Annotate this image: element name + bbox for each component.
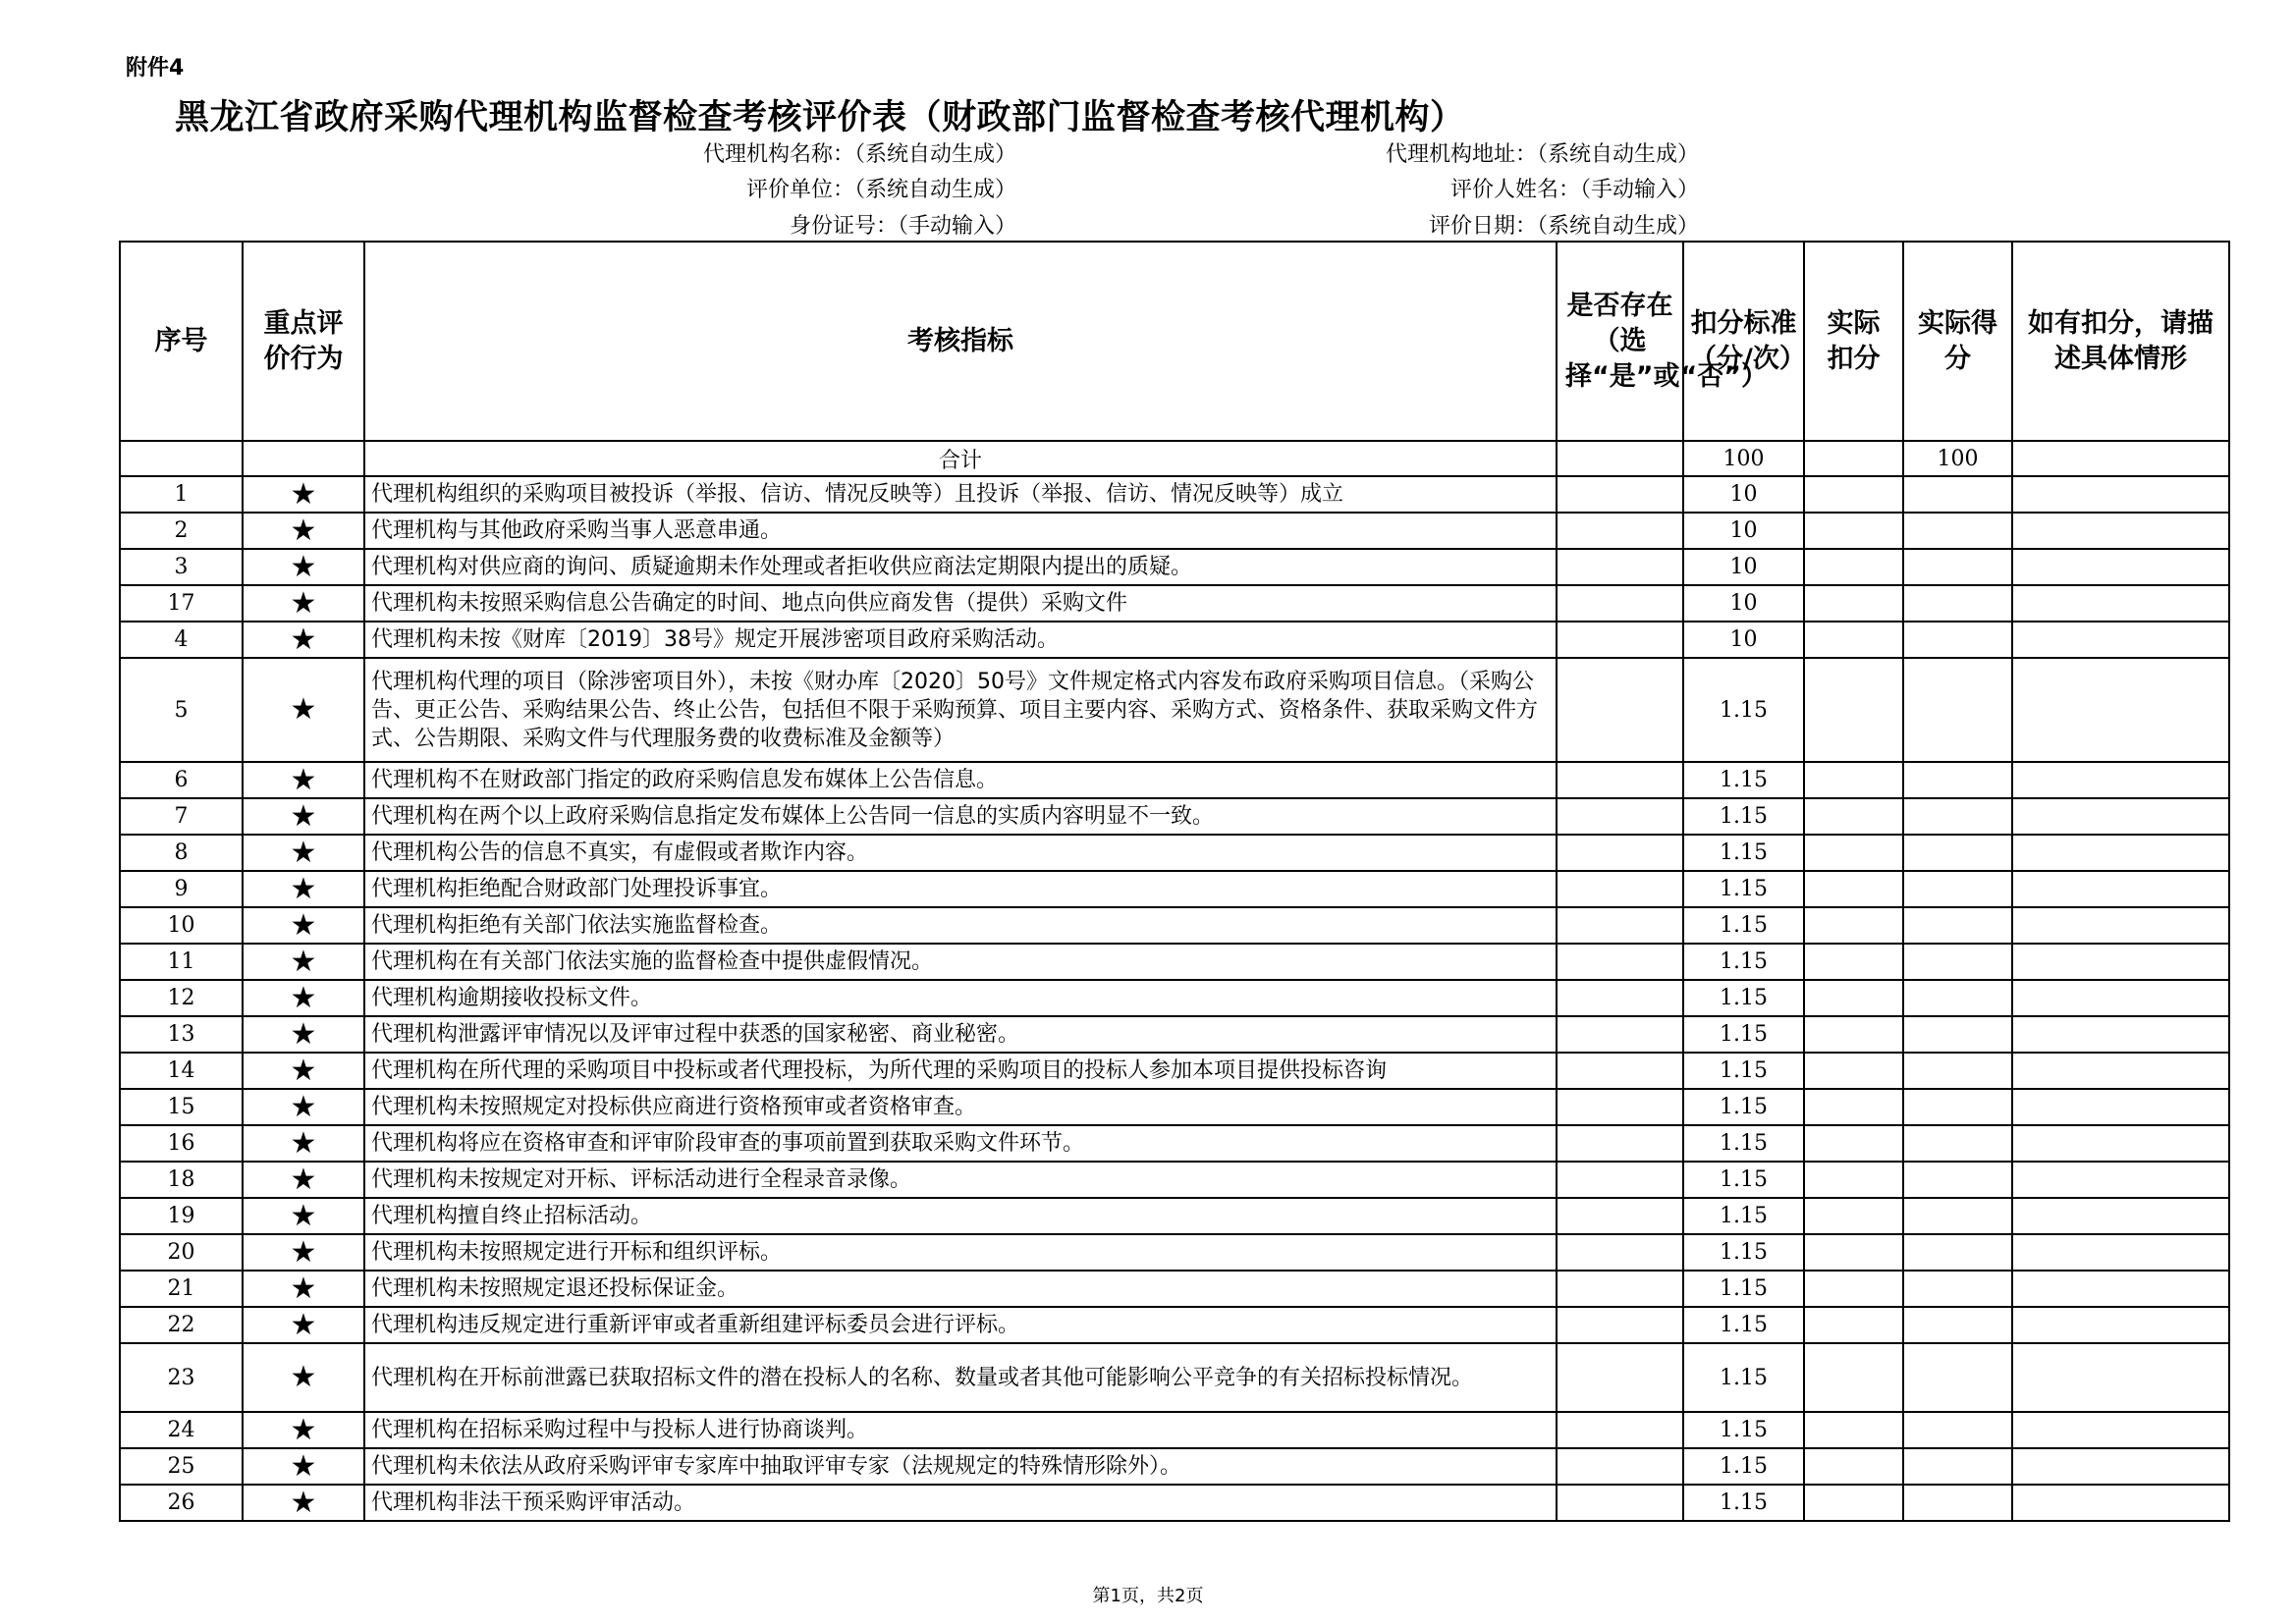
row-indicator [364, 944, 1557, 980]
row-indicator [364, 1412, 1557, 1448]
row-indicator-text: 代理机构逾期接收投标文件。 [371, 986, 653, 1010]
row-actual-deduct-input[interactable] [1804, 835, 1903, 871]
row-actual-deduct-input[interactable] [1804, 1485, 1903, 1521]
row-indicator [364, 1234, 1557, 1271]
header-row [120, 242, 2229, 441]
table-row [120, 762, 2229, 798]
row-exists-select[interactable] [1557, 1343, 1683, 1412]
row-actual-score-input[interactable] [1903, 1412, 2012, 1448]
row-actual-score-input[interactable] [1903, 1016, 2012, 1053]
table-row [120, 1162, 2229, 1198]
row-description-input[interactable] [2012, 944, 2229, 980]
row-seq: 16 [120, 1125, 243, 1162]
table-row [120, 1412, 2229, 1448]
star-icon: ★ [243, 871, 364, 907]
row-indicator [364, 1198, 1557, 1234]
row-indicator-text: 代理机构在开标前泄露已获取招标文件的潜在投标人的名称、数量或者其他可能影响公平竞争的有关招标投标情况。 [371, 1365, 1474, 1390]
star-icon: ★ [243, 944, 364, 980]
row-seq: 14 [120, 1053, 243, 1089]
row-deduct-std: 1.15 [1683, 658, 1804, 762]
row-seq: 17 [120, 585, 243, 622]
table-row [120, 1125, 2229, 1162]
star-icon: ★ [243, 658, 364, 762]
row-deduct-std: 1.15 [1683, 1412, 1804, 1448]
row-description-input[interactable] [2012, 1053, 2229, 1089]
evaluator-name-field[interactable]: 评价人姓名：（手动输入） [1449, 178, 1699, 202]
row-seq: 3 [120, 549, 243, 585]
table-row [120, 476, 2229, 513]
row-indicator [364, 1448, 1557, 1485]
row-deduct-std: 1.15 [1683, 871, 1804, 907]
row-description-input[interactable] [2012, 1271, 2229, 1307]
row-indicator [364, 1271, 1557, 1307]
row-exists-select[interactable] [1557, 1089, 1683, 1125]
total-row [120, 441, 2229, 476]
table-row [120, 1271, 2229, 1307]
star-icon: ★ [243, 980, 364, 1016]
row-description-input[interactable] [2012, 1412, 2229, 1448]
row-exists-select[interactable] [1557, 1271, 1683, 1307]
star-icon: ★ [243, 1234, 364, 1271]
row-indicator-text: 代理机构组织的采购项目被投诉（举报、信访、情况反映等）且投诉（举报、信访、情况反映等）成立 [371, 482, 1344, 507]
agency-name-field: 代理机构名称：（系统自动生成） [702, 142, 1016, 167]
row-exists-select[interactable] [1557, 1307, 1683, 1343]
row-description-input[interactable] [2012, 762, 2229, 798]
star-icon: ★ [243, 907, 364, 944]
page-title: 黑龙江省政府采购代理机构监督检查考核评价表（财政部门监督检查考核代理机构） [175, 98, 1465, 137]
row-description-input[interactable] [2012, 980, 2229, 1016]
row-seq: 6 [120, 762, 243, 798]
row-seq: 15 [120, 1089, 243, 1125]
row-description-input[interactable] [2012, 658, 2229, 762]
row-exists-select[interactable] [1557, 798, 1683, 835]
row-description-input[interactable] [2012, 476, 2229, 513]
row-description-input[interactable] [2012, 1448, 2229, 1485]
row-indicator [364, 476, 1557, 513]
row-deduct-std: 1.15 [1683, 835, 1804, 871]
row-indicator-text: 代理机构将应在资格审查和评审阶段审查的事项前置到获取采购文件环节。 [371, 1131, 1085, 1156]
row-description-input[interactable] [2012, 1234, 2229, 1271]
agency-address-field: 代理机构地址：（系统自动生成） [1385, 142, 1699, 167]
row-description-input[interactable] [2012, 798, 2229, 835]
row-deduct-std: 1.15 [1683, 907, 1804, 944]
star-icon: ★ [243, 513, 364, 549]
table-row [120, 658, 2229, 762]
row-actual-score-input[interactable] [1903, 798, 2012, 835]
row-deduct-std: 1.15 [1683, 1271, 1804, 1307]
row-indicator-text: 代理机构拒绝配合财政部门处理投诉事宜。 [371, 877, 783, 901]
row-actual-score-input[interactable] [1903, 1162, 2012, 1198]
row-indicator-text: 代理机构非法干预采购评审活动。 [371, 1490, 696, 1515]
row-actual-score-input[interactable] [1903, 549, 2012, 585]
row-actual-score-input[interactable] [1903, 1485, 2012, 1521]
table-row [120, 1089, 2229, 1125]
row-indicator-text: 代理机构违反规定进行重新评审或者重新组建评标委员会进行评标。 [371, 1313, 1020, 1337]
row-indicator [364, 622, 1557, 658]
row-indicator-text: 代理机构在所代理的采购项目中投标或者代理投标，为所代理的采购项目的投标人参加本项目提供投标咨询 [371, 1058, 1388, 1083]
row-exists-select[interactable] [1557, 1053, 1683, 1089]
row-actual-deduct-input[interactable] [1804, 476, 1903, 513]
row-seq: 1 [120, 476, 243, 513]
row-actual-deduct-input[interactable] [1804, 980, 1903, 1016]
table-row [120, 1448, 2229, 1485]
row-exists-select[interactable] [1557, 1125, 1683, 1162]
table-row [120, 798, 2229, 835]
row-actual-score-input[interactable] [1903, 1198, 2012, 1234]
row-indicator [364, 1089, 1557, 1125]
row-actual-score-input[interactable] [1903, 835, 2012, 871]
row-indicator [364, 585, 1557, 622]
row-actual-deduct-input[interactable] [1804, 907, 1903, 944]
row-exists-select[interactable] [1557, 835, 1683, 871]
row-description-input[interactable] [2012, 907, 2229, 944]
row-indicator-text: 代理机构未按照规定退还投标保证金。 [371, 1276, 739, 1301]
row-exists-select[interactable] [1557, 1412, 1683, 1448]
row-actual-deduct-input[interactable] [1804, 585, 1903, 622]
header-actual-score: 实际得分 [1903, 242, 2012, 441]
row-indicator-text: 代理机构公告的信息不真实，有虚假或者欺诈内容。 [371, 840, 869, 865]
row-deduct-std: 1.15 [1683, 1307, 1804, 1343]
row-description-input[interactable] [2012, 585, 2229, 622]
row-actual-deduct-input[interactable] [1804, 1162, 1903, 1198]
table-row [120, 622, 2229, 658]
table-row [120, 1307, 2229, 1343]
row-indicator-text: 代理机构对供应商的询问、质疑逾期未作处理或者拒收供应商法定期限内提出的质疑。 [371, 555, 1193, 579]
table-row [120, 549, 2229, 585]
row-indicator-text: 代理机构擅自终止招标活动。 [371, 1204, 653, 1228]
row-actual-deduct-input[interactable] [1804, 1053, 1903, 1089]
row-seq: 9 [120, 871, 243, 907]
row-deduct-std: 10 [1683, 585, 1804, 622]
table-row [120, 871, 2229, 907]
row-exists-select[interactable] [1557, 585, 1683, 622]
row-exists-select[interactable] [1557, 622, 1683, 658]
row-indicator-text: 代理机构在有关部门依法实施的监督检查中提供虚假情况。 [371, 949, 934, 974]
row-actual-deduct-input[interactable] [1804, 871, 1903, 907]
row-description-input[interactable] [2012, 1485, 2229, 1521]
row-exists-select[interactable] [1557, 980, 1683, 1016]
row-description-input[interactable] [2012, 871, 2229, 907]
row-indicator [364, 871, 1557, 907]
star-icon: ★ [243, 1271, 364, 1307]
row-actual-score-input[interactable] [1903, 622, 2012, 658]
row-exists-select[interactable] [1557, 907, 1683, 944]
evaluator-unit-field: 评价单位：（系统自动生成） [745, 178, 1016, 202]
table-row [120, 944, 2229, 980]
row-exists-select[interactable] [1557, 1162, 1683, 1198]
row-actual-deduct-input[interactable] [1804, 1125, 1903, 1162]
row-actual-deduct-input[interactable] [1804, 1343, 1903, 1412]
table-row [120, 1198, 2229, 1234]
row-description-input[interactable] [2012, 513, 2229, 549]
row-exists-select[interactable] [1557, 513, 1683, 549]
row-description-input[interactable] [2012, 1198, 2229, 1234]
row-actual-score-input[interactable] [1903, 944, 2012, 980]
row-indicator-text: 代理机构未按《财库〔2019〕38号》规定开展涉密项目政府采购活动。 [371, 627, 1059, 652]
row-description-input[interactable] [2012, 835, 2229, 871]
row-seq: 13 [120, 1016, 243, 1053]
row-actual-score-input[interactable] [1903, 476, 2012, 513]
row-actual-deduct-input[interactable] [1804, 944, 1903, 980]
row-indicator [364, 907, 1557, 944]
row-indicator [364, 980, 1557, 1016]
row-indicator [364, 1016, 1557, 1053]
row-seq: 22 [120, 1307, 243, 1343]
row-deduct-std: 10 [1683, 549, 1804, 585]
row-actual-score-input[interactable] [1903, 1089, 2012, 1125]
total-actual-deduct [1804, 441, 1903, 476]
header-exists: 是否存在（选择“是”或“否”） [1557, 242, 1683, 441]
row-actual-deduct-input[interactable] [1804, 1016, 1903, 1053]
row-actual-deduct-input[interactable] [1804, 1198, 1903, 1234]
table-row [120, 907, 2229, 944]
row-indicator [364, 513, 1557, 549]
row-indicator [364, 549, 1557, 585]
row-deduct-std: 1.15 [1683, 1198, 1804, 1234]
row-exists-select[interactable] [1557, 762, 1683, 798]
table-row [120, 1485, 2229, 1521]
row-indicator-text: 代理机构拒绝有关部门依法实施监督检查。 [371, 913, 783, 938]
row-exists-select[interactable] [1557, 871, 1683, 907]
header-deduct-std: 扣分标准（分/次） [1683, 242, 1804, 441]
row-indicator [364, 762, 1557, 798]
row-seq: 11 [120, 944, 243, 980]
row-indicator-text: 代理机构未按规定对开标、评标活动进行全程录音录像。 [371, 1167, 912, 1192]
row-description-input[interactable] [2012, 1125, 2229, 1162]
row-indicator [364, 1053, 1557, 1089]
row-indicator-text: 代理机构不在财政部门指定的政府采购信息发布媒体上公告信息。 [371, 768, 999, 792]
header-key-behavior: 重点评价行为 [243, 242, 364, 441]
row-deduct-std: 1.15 [1683, 944, 1804, 980]
row-description-input[interactable] [2012, 1016, 2229, 1053]
table-row [120, 585, 2229, 622]
row-actual-score-input[interactable] [1903, 1307, 2012, 1343]
row-seq: 23 [120, 1343, 243, 1412]
row-indicator [364, 1485, 1557, 1521]
table-row [120, 980, 2229, 1016]
star-icon: ★ [243, 622, 364, 658]
row-actual-deduct-input[interactable] [1804, 1089, 1903, 1125]
row-actual-score-input[interactable] [1903, 1271, 2012, 1307]
table-row [120, 1016, 2229, 1053]
row-deduct-std: 1.15 [1683, 1053, 1804, 1089]
row-seq: 7 [120, 798, 243, 835]
star-icon: ★ [243, 585, 364, 622]
header-indicator: 考核指标 [364, 242, 1557, 441]
table-row [120, 513, 2229, 549]
row-actual-deduct-input[interactable] [1804, 1412, 1903, 1448]
row-actual-score-input[interactable] [1903, 1343, 2012, 1412]
row-description-input[interactable] [2012, 1343, 2229, 1412]
row-description-input[interactable] [2012, 1307, 2229, 1343]
row-actual-score-input[interactable] [1903, 871, 2012, 907]
star-icon: ★ [243, 1198, 364, 1234]
row-description-input[interactable] [2012, 1162, 2229, 1198]
table-row [120, 835, 2229, 871]
row-deduct-std: 10 [1683, 513, 1804, 549]
row-indicator-text: 代理机构未按照规定对投标供应商进行资格预审或者资格审查。 [371, 1095, 977, 1119]
row-exists-select[interactable] [1557, 1198, 1683, 1234]
total-deduct-std: 100 [1683, 441, 1804, 476]
row-description-input[interactable] [2012, 549, 2229, 585]
row-seq: 12 [120, 980, 243, 1016]
row-seq: 20 [120, 1234, 243, 1271]
row-seq: 26 [120, 1485, 243, 1521]
row-seq: 4 [120, 622, 243, 658]
row-actual-deduct-input[interactable] [1804, 513, 1903, 549]
row-actual-deduct-input[interactable] [1804, 1234, 1903, 1271]
row-actual-score-input[interactable] [1903, 1125, 2012, 1162]
table-row [120, 1053, 2229, 1089]
attachment-label: 附件4 [126, 56, 185, 81]
row-actual-deduct-input[interactable] [1804, 762, 1903, 798]
row-actual-deduct-input[interactable] [1804, 1271, 1903, 1307]
row-deduct-std: 1.15 [1683, 762, 1804, 798]
star-icon: ★ [243, 1307, 364, 1343]
star-icon: ★ [243, 1125, 364, 1162]
star-icon: ★ [243, 476, 364, 513]
row-actual-score-input[interactable] [1903, 1448, 2012, 1485]
row-indicator-text: 代理机构未依法从政府采购评审专家库中抽取评审专家（法规规定的特殊情形除外）。 [371, 1454, 1182, 1479]
star-icon: ★ [243, 1016, 364, 1053]
row-seq: 25 [120, 1448, 243, 1485]
row-deduct-std: 1.15 [1683, 1125, 1804, 1162]
row-indicator-text: 代理机构与其他政府采购当事人恶意串通。 [371, 518, 783, 543]
row-deduct-std: 10 [1683, 476, 1804, 513]
total-seq-cell [120, 441, 243, 476]
row-indicator-text: 代理机构未按照规定进行开标和组织评标。 [371, 1240, 783, 1265]
row-seq: 10 [120, 907, 243, 944]
total-exists-cell [1557, 441, 1683, 476]
row-seq: 8 [120, 835, 243, 871]
table-row [120, 1343, 2229, 1412]
eval-date-field: 评价日期：（系统自动生成） [1428, 214, 1699, 239]
row-deduct-std: 1.15 [1683, 1448, 1804, 1485]
row-deduct-std: 1.15 [1683, 1162, 1804, 1198]
row-deduct-std: 1.15 [1683, 980, 1804, 1016]
star-icon: ★ [243, 1162, 364, 1198]
row-deduct-std: 1.15 [1683, 1485, 1804, 1521]
row-indicator [364, 1125, 1557, 1162]
row-actual-score-input[interactable] [1903, 585, 2012, 622]
row-indicator [364, 798, 1557, 835]
total-description [2012, 441, 2229, 476]
row-seq: 24 [120, 1412, 243, 1448]
row-actual-score-input[interactable] [1903, 980, 2012, 1016]
evaluation-table [119, 241, 2230, 1522]
row-actual-score-input[interactable] [1903, 907, 2012, 944]
star-icon: ★ [243, 1448, 364, 1485]
row-exists-select[interactable] [1557, 658, 1683, 762]
row-indicator-text: 代理机构泄露评审情况以及评审过程中获悉的国家秘密、商业秘密。 [371, 1022, 1020, 1047]
row-indicator [364, 658, 1557, 762]
star-icon: ★ [243, 1343, 364, 1412]
total-actual-score: 100 [1903, 441, 2012, 476]
row-actual-deduct-input[interactable] [1804, 658, 1903, 762]
row-deduct-std: 1.15 [1683, 798, 1804, 835]
star-icon: ★ [243, 1053, 364, 1089]
star-icon: ★ [243, 1485, 364, 1521]
row-exists-select[interactable] [1557, 1234, 1683, 1271]
table-row [120, 1234, 2229, 1271]
row-exists-select[interactable] [1557, 944, 1683, 980]
row-description-input[interactable] [2012, 622, 2229, 658]
row-deduct-std: 1.15 [1683, 1016, 1804, 1053]
row-deduct-std: 10 [1683, 622, 1804, 658]
star-icon: ★ [243, 798, 364, 835]
row-indicator-text: 代理机构代理的项目（除涉密项目外），未按《财办库〔2020〕50号》文件规定格式内容发布政府采购项目信息。（采购公告、更正公告、采购结果公告、终止公告，包括但不限于采购预算、项目主要内容、采购方式、资格条件、获取采购文件方式、公告期限、采购文件与代理服务费的收费标准及金额等） [371, 669, 1539, 751]
row-seq: 19 [120, 1198, 243, 1234]
row-indicator [364, 1343, 1557, 1412]
row-deduct-std: 1.15 [1683, 1234, 1804, 1271]
star-icon: ★ [243, 835, 364, 871]
row-deduct-std: 1.15 [1683, 1089, 1804, 1125]
star-icon: ★ [243, 762, 364, 798]
row-actual-deduct-input[interactable] [1804, 798, 1903, 835]
row-exists-select[interactable] [1557, 1485, 1683, 1521]
row-actual-deduct-input[interactable] [1804, 622, 1903, 658]
row-seq: 5 [120, 658, 243, 762]
row-exists-select[interactable] [1557, 1016, 1683, 1053]
header-description: 如有扣分，请描述具体情形 [2012, 242, 2229, 441]
row-exists-select[interactable] [1557, 1448, 1683, 1485]
star-icon: ★ [243, 1412, 364, 1448]
row-seq: 2 [120, 513, 243, 549]
star-icon: ★ [243, 1089, 364, 1125]
row-indicator-text: 代理机构在招标采购过程中与投标人进行协商谈判。 [371, 1418, 869, 1442]
row-actual-score-input[interactable] [1903, 1234, 2012, 1271]
row-actual-deduct-input[interactable] [1804, 549, 1903, 585]
total-label: 合计 [364, 441, 1557, 476]
row-exists-select[interactable] [1557, 476, 1683, 513]
row-actual-deduct-input[interactable] [1804, 1307, 1903, 1343]
row-actual-score-input[interactable] [1903, 762, 2012, 798]
row-indicator [364, 835, 1557, 871]
row-actual-score-input[interactable] [1903, 658, 2012, 762]
row-actual-deduct-input[interactable] [1804, 1448, 1903, 1485]
row-description-input[interactable] [2012, 1089, 2229, 1125]
row-exists-select[interactable] [1557, 549, 1683, 585]
row-indicator [364, 1307, 1557, 1343]
header-seq: 序号 [120, 242, 243, 441]
row-indicator-text: 代理机构在两个以上政府采购信息指定发布媒体上公告同一信息的实质内容明显不一致。 [371, 804, 1215, 829]
total-key-cell [243, 441, 364, 476]
row-actual-score-input[interactable] [1903, 1053, 2012, 1089]
row-indicator [364, 1162, 1557, 1198]
row-seq: 18 [120, 1162, 243, 1198]
star-icon: ★ [243, 549, 364, 585]
row-seq: 21 [120, 1271, 243, 1307]
row-actual-score-input[interactable] [1903, 513, 2012, 549]
page-footer: 第1页，共2页 [1092, 1586, 1204, 1606]
row-indicator-text: 代理机构未按照采购信息公告确定的时间、地点向供应商发售（提供）采购文件 [371, 591, 1128, 616]
row-deduct-std: 1.15 [1683, 1343, 1804, 1412]
header-actual-deduct: 实际扣分 [1804, 242, 1903, 441]
id-number-field[interactable]: 身份证号：（手动输入） [789, 214, 1016, 239]
